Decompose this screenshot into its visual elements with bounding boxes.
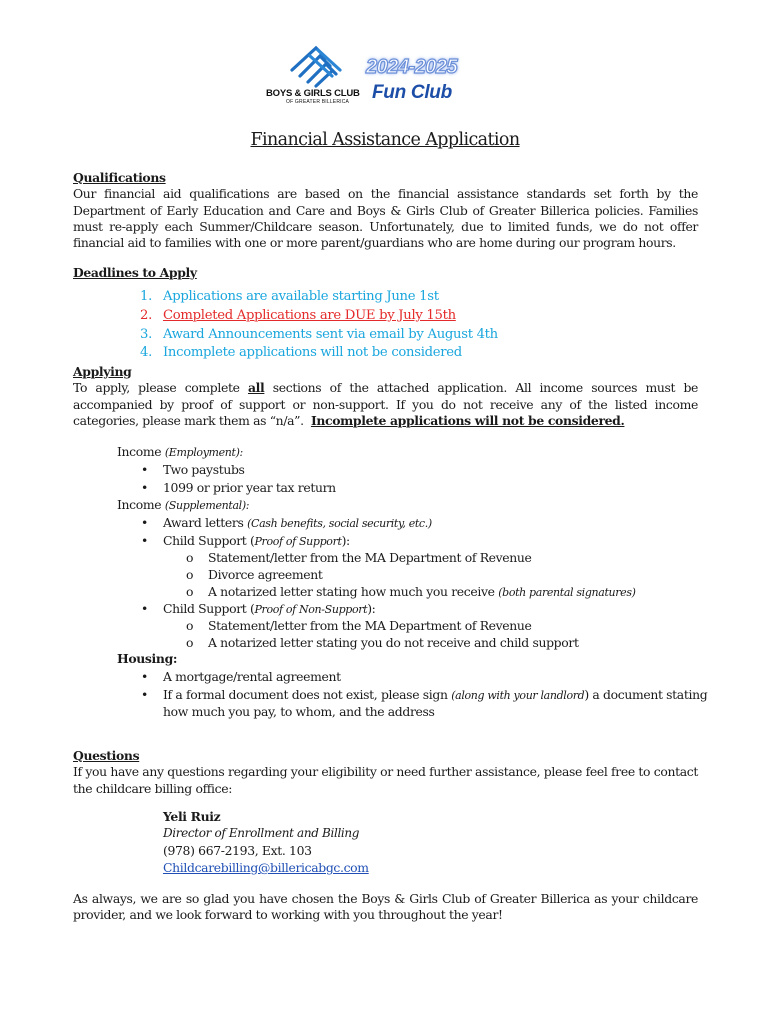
list-item: Divorce agreement <box>208 567 323 582</box>
questions-heading: Questions <box>73 748 140 763</box>
qualifications-heading: Qualifications <box>73 170 166 185</box>
income-supplemental-label: Income (Supplemental): <box>117 497 250 512</box>
sub-bullet-icon: o <box>186 550 194 565</box>
applying-body: To apply, please complete all sections of the attached application. All income sources must be accompanied by proof of support or non-support. If you do not receive any of the listed income categories, please mark them as “n/a”. Incomplete applications will not be considered. <box>73 380 699 428</box>
logo-year: 2024-2025 <box>366 56 458 78</box>
qualifications-body: Our financial aid qualifications are based on the financial assistance standards set forth by the Department of Early Education and Care and Boys & Girls Club of Greater Billerica policies. Families must re-apply each Summer/Childcare season. Unfortunately, due to limited funds, we do not offer financial aid to families with one or more parent/guardians who are home during our program hours. <box>73 186 698 251</box>
list-item: If a formal document does not exist, please sign (along with your landlord) a document stating <box>163 687 708 702</box>
page-title: Financial Assistance Application <box>250 130 520 150</box>
applying-section <box>73 364 698 429</box>
list-item: Statement/letter from the MA Department of Revenue <box>208 618 532 633</box>
contact-name: Yeli Ruiz <box>163 809 221 824</box>
club-emblem-icon <box>286 44 352 88</box>
questions-section <box>73 748 698 797</box>
bullet-icon: • <box>141 480 149 495</box>
income-employment-label: Income (Employment): <box>117 444 243 459</box>
sub-bullet-icon: o <box>186 567 194 582</box>
list-item: Statement/letter from the MA Department of Revenue <box>208 550 532 565</box>
bullet-icon: • <box>141 533 149 548</box>
contact-role: Director of Enrollment and Billing <box>163 826 360 840</box>
list-item: A mortgage/rental agreement <box>163 669 341 684</box>
bullet-icon: • <box>141 669 149 684</box>
list-item: Two paystubs <box>163 462 245 477</box>
list-item: Child Support (Proof of Support): <box>163 533 350 548</box>
questions-body: If you have any questions regarding your eligibility or need further assistance, please feel free to contact the childcare billing office: <box>73 764 698 796</box>
bullet-icon: • <box>141 462 149 477</box>
deadlines-heading: Deadlines to Apply <box>73 265 197 280</box>
logo-program-name: Fun Club <box>372 82 452 103</box>
logo-org-name: BOYS & GIRLS CLUB <box>266 88 360 99</box>
list-item: Child Support (Proof of Non-Support): <box>163 601 376 616</box>
bullet-icon: • <box>141 687 149 702</box>
closing-paragraph: As always, we are so glad you have chosen the Boys & Girls Club of Greater Billerica as your childcare provider, and we look forward to working with you throughout the year! <box>73 891 698 923</box>
housing-label: Housing: <box>117 651 178 666</box>
list-item-continuation: how much you pay, to whom, and the address <box>163 704 435 719</box>
list-item: A notarized letter stating how much you receive (both parental signatures) <box>208 584 636 599</box>
contact-email-link[interactable]: Childcarebilling@billericabgc.com <box>163 860 369 875</box>
deadline-item-1: 1. Applications are available starting June 1st <box>140 289 439 304</box>
contact-phone: (978) 667-2193, Ext. 103 <box>163 843 312 858</box>
bullet-icon: • <box>141 601 149 616</box>
deadline-item-4: 4. Incomplete applications will not be considered <box>140 345 462 360</box>
list-item: Award letters (Cash benefits, social security, etc.) <box>163 515 432 530</box>
list-item: 1099 or prior year tax return <box>163 480 336 495</box>
sub-bullet-icon: o <box>186 584 194 599</box>
sub-bullet-icon: o <box>186 618 194 633</box>
logo-org-subtitle: OF GREATER BILLERICA <box>286 99 350 105</box>
bullet-icon: • <box>141 515 149 530</box>
list-item: A notarized letter stating you do not receive and child support <box>208 635 579 650</box>
qualifications-section <box>73 170 698 251</box>
club-logo <box>262 44 472 106</box>
deadline-item-3: 3. Award Announcements sent via email by August 4th <box>140 327 498 342</box>
applying-heading: Applying <box>73 364 132 379</box>
deadline-item-2: 2. Completed Applications are DUE by July 15th <box>140 308 456 323</box>
sub-bullet-icon: o <box>186 635 194 650</box>
contact-email[interactable] <box>163 859 369 876</box>
